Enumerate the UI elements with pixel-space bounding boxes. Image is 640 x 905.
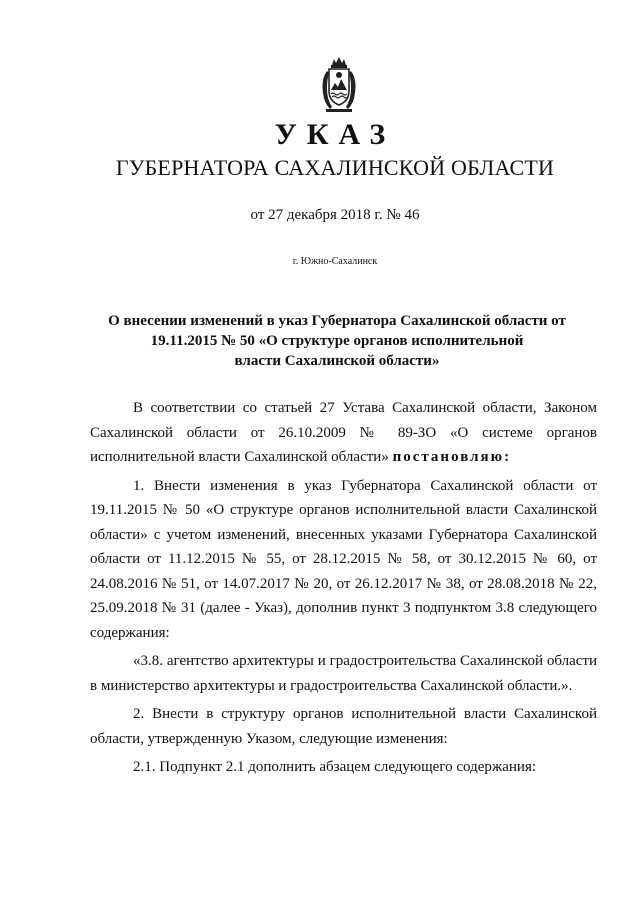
heading-line-3: власти Сахалинской области» (234, 353, 440, 369)
paragraph-item-1: 1. Внести изменения в указ Губернатора Сахалинской области от 19.11.2015 № 50 «О структуре органов исполнительной власти Сахалинской области» с учетом изменений, внесенных указами Губернатора Сахалинской области от 11.12.2015 № 55, от 28.12.2015 № 58, от 30.12.2015 № 60, от 24.08.2016 № 51, от 14.07.2017 № 20, от 26.12.2017 № 38, от 28.08.2018 № 22, 25.09.2018 № 31 (далее - Указ), дополнив пункт 3 подпунктом 3.8 следующего содержания: (90, 477, 597, 641)
preamble-text: В соответствии со статьей 27 Устава Сахалинской области, Законом Сахалинской области от 26.10.2009 № 89-ЗО «О системе органов исполнительной власти Сахалинской области» (90, 400, 597, 465)
heading-line-2: 19.11.2015 № 50 «О структуре органов исполнительной (150, 333, 524, 349)
coat-of-arms-icon (318, 57, 360, 113)
paragraph-item-2: 2. Внести в структуру органов исполнительной власти Сахалинской области, утвержденную Указом, следующие изменения: (90, 706, 597, 747)
decree-title: УКАЗ (274, 118, 396, 151)
paragraph-item-3-8: «3.8. агентство архитектуры и градостроительства Сахалинской области в министерство архитектуры и градостроительства Сахалинской области.». (90, 653, 597, 694)
decree-body (90, 396, 597, 784)
decree-subtitle: ГУБЕРНАТОРА САХАЛИНСКОЙ ОБЛАСТИ (115, 155, 555, 180)
decree-heading (98, 311, 576, 371)
decree-city: г. Южно-Сахалинск (292, 256, 378, 267)
paragraph-preamble (90, 396, 597, 470)
heading-line-1: О внесении изменений в указ Губернатора Сахалинской области от (108, 313, 566, 329)
paragraph-item-2-1: 2.1. Подпункт 2.1 дополнить абзацем следующего содержания: (133, 759, 537, 775)
decree-date-number: от 27 декабря 2018 г. № 46 (250, 207, 420, 223)
preamble-decree-word: постановляю: (392, 449, 512, 465)
